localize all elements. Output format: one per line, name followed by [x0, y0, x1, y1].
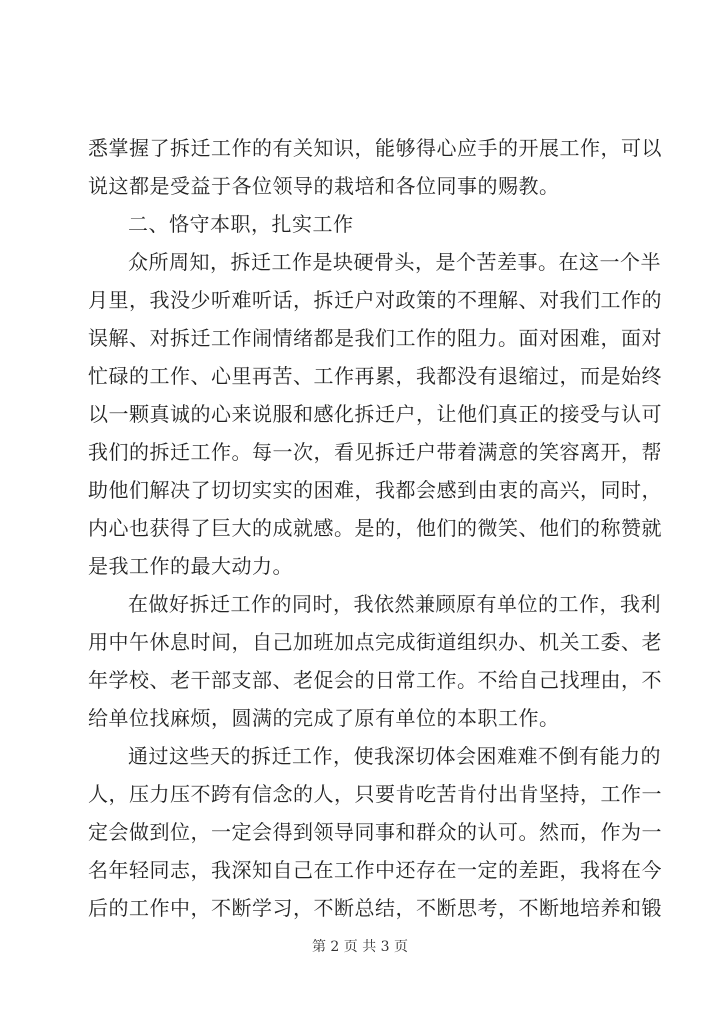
text-line: 误解、对拆迁工作闹情绪都是我们工作的阻力。面对困难，面对: [88, 326, 662, 350]
text-line: 定会做到位，一定会得到领导同事和群众的认可。然而，作为一: [88, 820, 662, 844]
text-line: 通过这些天的拆迁工作，使我深切体会困难难不倒有能力的: [128, 744, 661, 768]
text-line: 用中午休息时间，自己加班加点完成街道组织办、机关工委、老: [88, 630, 662, 654]
text-line: 说这都是受益于各位领导的栽培和各位同事的赐教。: [88, 174, 560, 198]
text-line: 以一颗真诚的心来说服和感化拆迁户，让他们真正的接受与认可: [88, 402, 662, 426]
text-line: 内心也获得了巨大的成就感。是的，他们的微笑、他们的称赞就: [88, 516, 662, 540]
text-line: 忙碌的工作、心里再苦、工作再累，我都没有退缩过，而是始终: [88, 364, 662, 388]
text-line: 悉掌握了拆迁工作的有关知识，能够得心应手的开展工作，可以: [88, 136, 662, 160]
text-line: 是我工作的最大动力。: [88, 554, 293, 578]
text-line: 年学校、老干部支部、老促会的日常工作。不给自己找理由，不: [88, 668, 662, 692]
text-line: 在做好拆迁工作的同时，我依然兼顾原有单位的工作，我利: [128, 592, 661, 616]
page-footer: 第 2 页 共 3 页: [311, 939, 409, 955]
section-heading: 二、恪守本职，扎实工作: [128, 212, 354, 236]
text-line: 我们的拆迁工作。每一次，看见拆迁户带着满意的笑容离开，帮: [88, 440, 662, 464]
text-line: 助他们解决了切切实实的困难，我都会感到由衷的高兴，同时，: [88, 478, 662, 502]
text-line: 名年轻同志，我深知自己在工作中还存在一定的差距，我将在今: [88, 858, 662, 882]
text-line: 后的工作中，不断学习，不断总结，不断思考，不断地培养和锻: [88, 896, 662, 920]
text-line: 众所周知，拆迁工作是块硬骨头，是个苦差事。在这一个半: [128, 250, 661, 274]
text-line: 人，压力压不跨有信念的人，只要肯吃苦肯付出肯坚持，工作一: [88, 782, 662, 806]
text-line: 月里，我没少听难听话，拆迁户对政策的不理解、对我们工作的: [88, 288, 662, 312]
text-line: 给单位找麻烦，圆满的完成了原有单位的本职工作。: [88, 706, 560, 730]
